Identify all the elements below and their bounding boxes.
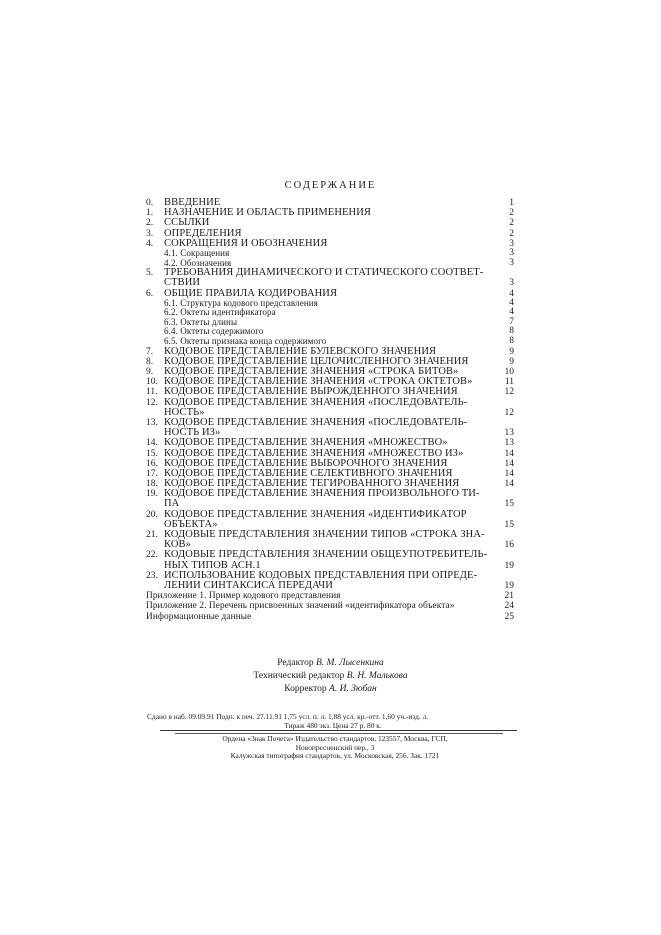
toc-entry-number: 13. [146, 417, 158, 428]
toc-entry [146, 398, 514, 408]
toc-entry-title: КОДОВОЕ ПРЕДСТАВЛЕНИЕ ЗНАЧЕНИЯ «ПОСЛЕДОВАТЕЛЬ- [164, 397, 468, 408]
toc-entry-page: 10 [504, 367, 514, 378]
toc-entry [146, 347, 514, 357]
toc-entry [146, 601, 514, 611]
toc-entry-title: КОДОВОЕ ПРЕДСТАВЛЕНИЕ ЗНАЧЕНИЯ «МНОЖЕСТВО» [164, 438, 448, 449]
toc-entry [146, 299, 514, 309]
toc-entry [146, 499, 514, 509]
toc-entry [146, 229, 514, 239]
toc-entry [146, 510, 514, 520]
toc-entry-title: ОБЩИЕ ПРАВИЛА КОДИРОВАНИЯ [164, 288, 338, 299]
toc-entry-page: 4 [509, 288, 514, 299]
toc-entry [146, 520, 514, 530]
toc-entry-page: 8 [509, 336, 514, 347]
toc-entry-page: 14 [504, 468, 514, 479]
toc-entry-title: Информационные данные [146, 611, 252, 622]
toc-entry-number: 23. [146, 570, 158, 581]
toc-entry-title: СОКРАЩЕНИЯ И ОБОЗНАЧЕНИЯ [164, 238, 328, 249]
toc-entry-page: 3 [509, 257, 514, 268]
toc-entry-page: 4 [509, 307, 514, 318]
toc-entry-number: 1. [146, 208, 154, 219]
toc-entry-number: 16. [146, 458, 158, 469]
toc-entry-number: 12. [146, 397, 158, 408]
toc-entry-number: 14. [146, 438, 158, 449]
credit-name: В. Н. Малькова [346, 671, 408, 681]
toc-entry-title: КОДОВОЕ ПРЕДСТАВЛЕНИЕ ЗНАЧЕНИЯ «СТРОКА ОКТЕТОВ» [164, 377, 473, 388]
toc-entry-page: 13 [504, 428, 514, 439]
toc-entry [146, 408, 514, 418]
toc-entry-title: КОДОВОЕ ПРЕДСТАВЛЕНИЕ ЗНАЧЕНИЯ «МНОЖЕСТВО ИЗ» [164, 448, 464, 459]
toc-entry-number: 17. [146, 468, 158, 479]
toc-entry-number: 2. [146, 218, 154, 229]
toc-entry-title: ВВЕДЕНИЕ [164, 198, 221, 208]
toc-entry-title: ОПРЕДЕЛЕНИЯ [164, 228, 242, 239]
toc-entry-title: 6.1. Структура кодового представления [164, 298, 318, 308]
toc-entry-number: 7. [146, 346, 154, 357]
toc-entry [146, 337, 514, 347]
toc-entry-page: 14 [504, 448, 514, 459]
toc-entry-page: 13 [504, 438, 514, 449]
toc-entry-title: КОДОВОЕ ПРЕДСТАВЛЕНИЕ ЗНАЧЕНИЯ «ПОСЛЕДОВАТЕЛЬ- [164, 417, 468, 428]
toc-entry-page: 3 [509, 238, 514, 249]
toc-entry [146, 259, 514, 269]
toc-entry-page: 15 [504, 519, 514, 530]
toc-entry-page: 16 [504, 540, 514, 551]
toc-entry-page: 9 [509, 346, 514, 357]
toc-entry-title: ТРЕБОВАНИЯ ДИНАМИЧЕСКОГО И СТАТИЧЕСКОГО СООТВЕТ- [164, 268, 484, 279]
toc-entry [146, 530, 514, 540]
toc-entry-page: 12 [504, 407, 514, 418]
toc-entry [146, 489, 514, 499]
toc-entry [146, 428, 514, 438]
toc-entry [146, 418, 514, 428]
toc-entry-page: 21 [504, 591, 514, 602]
toc-entry [146, 561, 514, 571]
toc-entry-page: 12 [504, 387, 514, 398]
toc-entry-title: ПА [164, 499, 180, 510]
toc-entry-title: 6.3. Октеты длины [164, 317, 238, 327]
toc-entry [146, 469, 514, 479]
toc-entry-number: 3. [146, 228, 154, 239]
toc-entry-title: КОДОВЫЕ ПРЕДСТАВЛЕНИЯ ЗНАЧЕНИЙ ОБЩЕУПОТРЕБИТЕЛЬ- [164, 550, 488, 561]
toc-entry-page: 1 [509, 198, 514, 208]
toc-entry [146, 218, 514, 228]
toc-entry [146, 367, 514, 377]
toc-entry-title: 6.5. Октеты признака конца содержимого [164, 337, 327, 347]
credit-line [0, 670, 661, 683]
toc-entry-title: КОДОВОЕ ПРЕДСТАВЛЕНИЕ ЗНАЧЕНИЯ ПРОИЗВОЛЬНОГО ТИ- [164, 489, 480, 500]
publisher-info [150, 735, 520, 761]
toc-entry [146, 308, 514, 318]
toc-entry-title: КОДОВОЕ ПРЕДСТАВЛЕНИЕ ВЫБОРОЧНОГО ЗНАЧЕНИЯ [164, 458, 448, 469]
toc-entry-number: 0. [146, 198, 154, 208]
toc-entry [146, 249, 514, 259]
toc-entry-title: КОВ» [164, 540, 191, 551]
toc-entry-title: НОСТЬ» [164, 407, 205, 418]
toc-entry-title: КОДОВЫЕ ПРЕДСТАВЛЕНИЯ ЗНАЧЕНИЙ ТИПОВ «СТРОКА ЗНА- [164, 530, 485, 541]
toc-entry-title: 4.1. Сокращения [164, 248, 230, 258]
toc-entry-number: 18. [146, 479, 158, 490]
toc-entry-title: КОДОВОЕ ПРЕДСТАВЛЕНИЕ ЗНАЧЕНИЯ «ИДЕНТИФИКАТОР [164, 509, 467, 520]
toc-entry-page: 25 [504, 611, 514, 622]
imprint-line-1: Сдано в наб. 09.09.91 Подп. к печ. 27.11.91 1,75 усл. п. л. 1,88 усл. кр.-отт. 1,60 уч.-изд. л. [147, 712, 429, 721]
toc-entry-number: 5. [146, 268, 154, 279]
toc-entry-title: НОСТЬ ИЗ» [164, 428, 221, 439]
toc-entry-number: 9. [146, 367, 154, 378]
credit-name: В. М. Лысенкина [315, 658, 384, 668]
credit-role: Технический редактор [253, 671, 345, 681]
toc-entry [146, 581, 514, 591]
toc-entry-page: 2 [509, 228, 514, 239]
print-imprint [147, 712, 519, 730]
toc-entry-number: 10. [146, 377, 158, 388]
toc-entry [146, 377, 514, 387]
toc-entry [146, 268, 514, 278]
toc-entry-title: 6.2. Октеты идентификатора [164, 308, 276, 318]
toc-entry [146, 438, 514, 448]
toc-entry-title: КОДОВОЕ ПРЕДСТАВЛЕНИЕ ВЫРОЖДЕННОГО ЗНАЧЕНИЯ [164, 387, 458, 398]
toc-entry-page: 7 [509, 316, 514, 327]
toc-entry [146, 208, 514, 218]
toc-entry [146, 278, 514, 288]
toc-entry [146, 198, 514, 208]
credit-role: Редактор [277, 658, 314, 668]
toc-entry-page: 2 [509, 208, 514, 219]
toc-entry [146, 540, 514, 550]
toc-entry-number: 8. [146, 356, 154, 367]
publisher-line-2: Новопресненский пер., 3 [295, 742, 375, 752]
toc-entry [146, 449, 514, 459]
toc-entry-number: 20. [146, 509, 158, 520]
toc-entry-title: 4.2. Обозначения [164, 258, 232, 268]
toc-entry-title: КОДОВОЕ ПРЕДСТАВЛЕНИЕ ЦЕЛОЧИСЛЕННОГО ЗНАЧЕНИЯ [164, 356, 469, 367]
toc-entry-title: Приложение 2. Перечень присвоенных значений «идентификатора объекта» [146, 601, 455, 612]
toc-entry-title: 6.4. Октеты содержимого [164, 327, 264, 337]
toc-entry-title: ОБЪЕКТА» [164, 519, 218, 530]
toc-entry-page: 8 [509, 326, 514, 337]
toc-entry-title: ИСПОЛЬЗОВАНИЕ КОДОВЫХ ПРЕДСТАВЛЕНИЯ ПРИ ОПРЕДЕ- [164, 570, 478, 581]
imprint-line-2: Тираж 480 экз. Цена 27 р. 80 к. [284, 721, 382, 730]
toc-entry [146, 591, 514, 601]
toc-entry-number: 21. [146, 530, 158, 541]
toc-entry-number: 19. [146, 489, 158, 500]
toc-entry-page: 3 [509, 247, 514, 258]
toc-entry-title: НЫХ ТИПОВ АСН.1 [164, 560, 261, 571]
page-title: СОДЕРЖАНИЕ [284, 180, 377, 191]
toc-entry-page: 19 [504, 560, 514, 571]
toc-entry-title: КОДОВОЕ ПРЕДСТАВЛЕНИЕ БУЛЕВСКОГО ЗНАЧЕНИЯ [164, 346, 437, 357]
toc-entry [146, 479, 514, 489]
toc-entry-title: КОДОВОЕ ПРЕДСТАВЛЕНИЕ СЕЛЕКТИВНОГО ЗНАЧЕНИЯ [164, 468, 453, 479]
toc-entry-page: 9 [509, 356, 514, 367]
toc-entry-title: КОДОВОЕ ПРЕДСТАВЛЕНИЕ ТЕГИРОВАННОГО ЗНАЧЕНИЯ [164, 479, 460, 490]
toc-entry [146, 387, 514, 397]
toc-entry [146, 357, 514, 367]
divider-line [160, 730, 517, 731]
credit-role: Корректор [284, 684, 327, 694]
toc-entry-title: КОДОВОЕ ПРЕДСТАВЛЕНИЕ ЗНАЧЕНИЯ «СТРОКА БИТОВ» [164, 367, 459, 378]
toc-entry-page: 15 [504, 499, 514, 510]
toc-entry-title: СТВИЙ [164, 278, 201, 289]
credit-name: А. И. Зюбан [329, 684, 377, 694]
toc-entry [146, 318, 514, 328]
toc-entry-title: Приложение 1. Пример кодового представления [146, 591, 341, 602]
toc-entry-title: ССЫЛКИ [164, 218, 210, 229]
toc-entry-page: 4 [509, 297, 514, 308]
toc-entry-title: ЛЕНИИ СИНТАКСИСА ПЕРЕДАЧИ [164, 580, 333, 591]
toc-entry-number: 15. [146, 448, 158, 459]
toc-entry-page: 14 [504, 479, 514, 490]
toc-entry [146, 289, 514, 299]
toc-entry [146, 612, 514, 622]
table-of-contents [146, 198, 514, 622]
publisher-line-3: Калужская типография стандартов, ул. Московская, 256. Зак. 1721 [230, 751, 440, 760]
toc-entry-page: 19 [504, 580, 514, 591]
toc-entry-title: НАЗНАЧЕНИЕ И ОБЛАСТЬ ПРИМЕНЕНИЯ [164, 208, 372, 219]
toc-entry-page: 2 [509, 218, 514, 229]
toc-entry-number: 4. [146, 238, 154, 249]
toc-entry [146, 459, 514, 469]
toc-entry-page: 11 [504, 377, 514, 388]
toc-entry [146, 550, 514, 560]
toc-entry-number: 6. [146, 288, 154, 299]
toc-entry [146, 239, 514, 249]
publisher-line-1: Ордена «Знак Почета» Издательство стандартов, 123557, Москва, ГСП, [222, 734, 448, 743]
toc-entry-page: 14 [504, 458, 514, 469]
toc-entry-number: 11. [146, 387, 158, 398]
toc-entry-number: 22. [146, 550, 158, 561]
toc-entry [146, 571, 514, 581]
toc-entry [146, 327, 514, 337]
toc-entry-page: 24 [504, 601, 514, 612]
credit-line [0, 683, 661, 696]
credit-line [0, 657, 661, 670]
editorial-credits [0, 657, 661, 696]
toc-entry-page: 3 [509, 278, 514, 289]
